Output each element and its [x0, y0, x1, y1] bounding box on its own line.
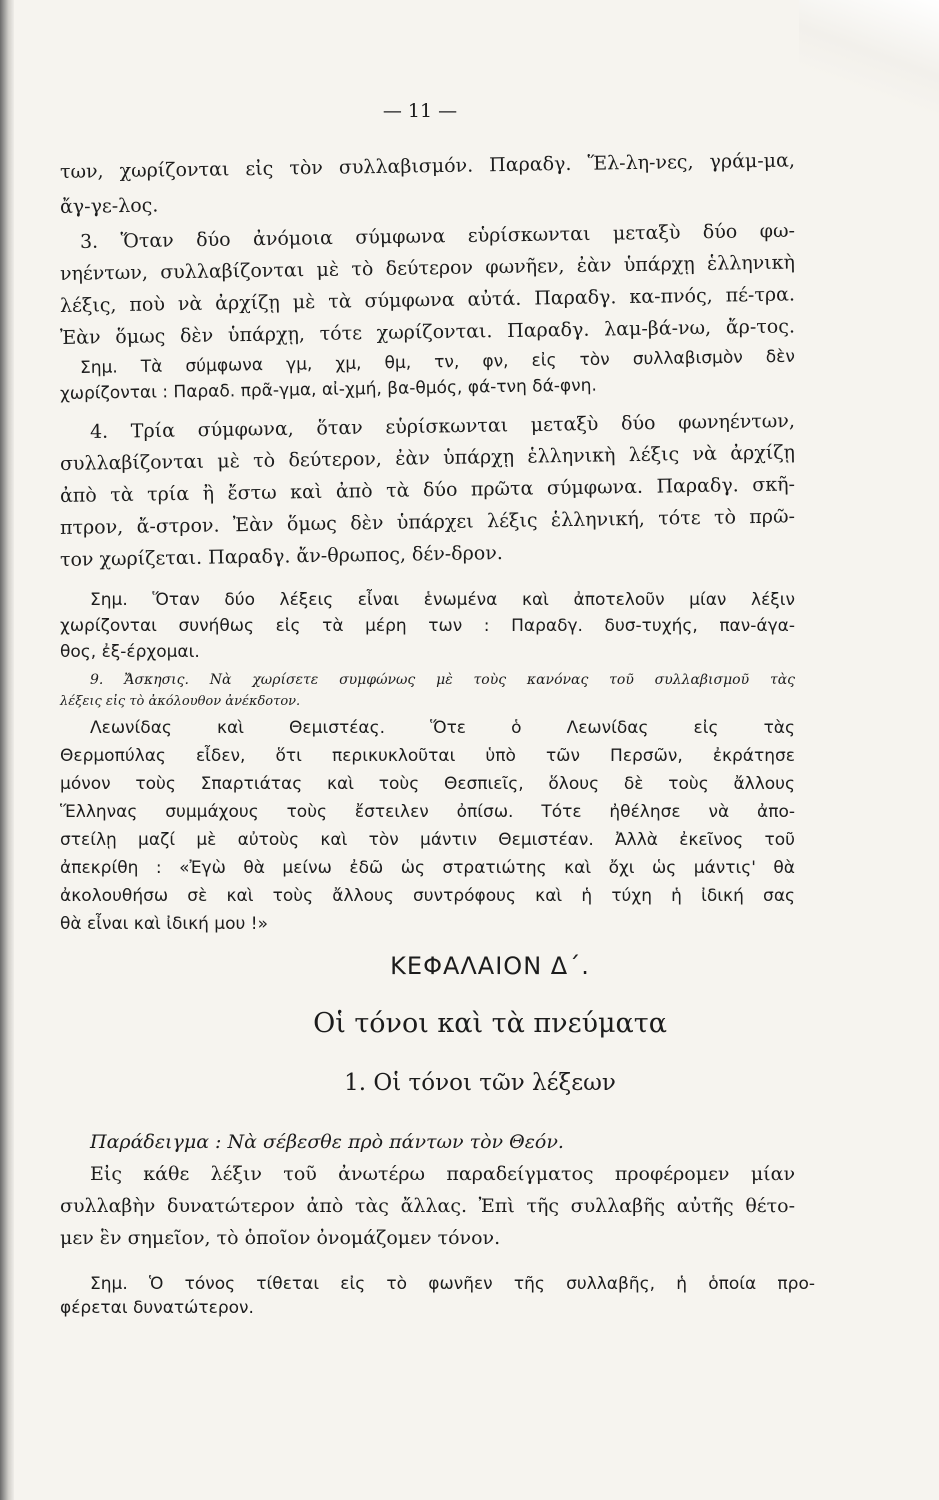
story-line: ἀπεκρίθη : «Ἐγὼ θὰ μείνω ἐδῶ ὡς στρατιώτης καὶ ὄχι ὡς μάντις' θὰ — [60, 858, 795, 878]
text-line: ἀπὸ τὰ τρία ἢ ἔστω καὶ ἀπὸ τὰ δύο πρῶτα σύμφωνα. Παραδγ. σκῆ- — [59, 473, 796, 507]
note-line: θος, ἐξ-έρχομαι. — [60, 642, 200, 662]
note-line: Σημ. Ὅταν δύο λέξεις εἶναι ἑνωμένα καὶ ἀποτελοῦν μίαν λέξιν — [90, 590, 795, 610]
note-line: Σημ. Τὰ σύμφωνα γμ, χμ, θμ, τν, φν, εἰς τὸν συλλαβισμὸν δὲν — [79, 346, 796, 378]
exercise-line: 9. Ἄσκησις. Νὰ χωρίσετε συμφώνως μὲ τοὺς κανόνας τοῦ συλλαβισμοῦ τὰς — [90, 672, 795, 688]
story-line: μόνον τοὺς Σπαρτιάτας καὶ τοὺς Θεσπιεῖς, ὅλους δὲ τοὺς ἄλλους — [60, 774, 795, 794]
subsection-title: 1. Οἱ τόνοι τῶν λέξεων — [344, 1070, 616, 1096]
section-title: Οἱ τόνοι καὶ τὰ πνεύματα — [313, 1008, 667, 1039]
text-line: λέξις, ποὺ νὰ ἀρχίζῃ μὲ τὰ σύμφωνα αὐτά. Παραδγ. κα-πνός, πέ-τρα. — [59, 283, 796, 317]
note-line: χωρίζονται : Παραδ. πρᾶ-γμα, αἰ-χμή, βα-θμός, φά-τνη δά-φνη. — [59, 375, 598, 404]
text-line: πτρον, ἄ-στρον. Ἐὰν ὅμως δὲν ὑπάρχει λέξις ἑλληνική, τότε τὸ πρῶ- — [59, 505, 796, 539]
exercise-line: λέξεις εἰς τὸ ἀκόλουθον ἀνέκδοτον. — [60, 694, 301, 709]
text-line: των, χωρίζονται εἰς τὸν συλλαβισμόν. Παραδγ. Ἕλ-λη-νες, γράμ-μα, — [59, 149, 796, 183]
note-line: χωρίζονται συνήθως εἰς τὰ μέρη των : Παραδγ. δυσ-τυχής, παν-άγα- — [60, 616, 795, 636]
story-line: Λεωνίδας καὶ Θεμιστέας. Ὅτε ὁ Λεωνίδας εἰς τὰς — [90, 718, 795, 738]
note-line: φέρεται δυνατώτερον. — [60, 1298, 254, 1318]
text-line: συλλαβίζονται μὲ τὸ δεύτερον, ἐὰν ὑπάρχῃ ἑλληνικὴ λέξις νὰ ἀρχίζῃ — [59, 441, 796, 475]
story-line: Θερμοπύλας εἶδεν, ὅτι περικυκλοῦται ὑπὸ τῶν Περσῶν, ἐκράτησε — [60, 746, 795, 766]
text-line: νηέντων, συλλαβίζονται μὲ τὸ δεύτερον φωνῆεν, ἐὰν ὑπάρχῃ ἑλληνικὴ — [59, 251, 796, 285]
page-corner-fold — [799, 0, 939, 120]
page-number: — 11 — — [382, 100, 458, 122]
text-line: 4. Τρία σύμφωνα, ὅταν εὑρίσκωνται μεταξὺ δύο φωνηέντων, — [89, 409, 796, 443]
story-line: Ἕλληνας συμμάχους τοὺς ἔστειλεν ὀπίσω. Τότε ἠθέλησε νὰ ἀπο- — [60, 802, 795, 822]
text-line: συλλαβὴν δυνατώτερον ἀπὸ τὰς ἄλλας. Ἐπὶ τῆς συλλαβῆς αὐτῆς θέτο- — [60, 1195, 795, 1217]
text-line: τον χωρίζεται. Παραδγ. ἄν-θρωπος, δέν-δρον. — [59, 542, 504, 571]
example-line: Παράδειγμα : Νὰ σέβεσθε πρὸ πάντων τὸν Θεόν. — [90, 1131, 564, 1153]
text-line: μεν ἓν σημεῖον, τὸ ὁποῖον ὀνομάζομεν τόνον. — [60, 1227, 501, 1249]
note-line: Σημ. Ὁ τόνος τίθεται εἰς τὸ φωνῆεν τῆς συλλαβῆς, ἡ ὁποία προ- — [90, 1274, 815, 1294]
chapter-heading: ΚΕΦΑΛΑΙΟΝ Δ΄. — [390, 952, 590, 980]
text-line: ἄγ-γε-λος. — [59, 194, 159, 218]
text-line: 3. Ὅταν δύο ἀνόμοια σύμφωνα εὑρίσκωνται μεταξὺ δύο φω- — [79, 219, 796, 253]
text-line: Εἰς κάθε λέξιν τοῦ ἀνωτέρω παραδείγματος προφέρομεν μίαν — [90, 1163, 795, 1185]
text-line: Ἐὰν ὅμως δὲν ὑπάρχῃ, τότε χωρίζονται. Παραδγ. λαμ-βά-νω, ἄρ-τος. — [59, 315, 796, 349]
story-line: θὰ εἶναι καὶ ἰδική μου !» — [60, 914, 268, 934]
book-spine-shadow — [0, 0, 14, 1500]
story-line: ἀκολουθήσω σὲ καὶ τοὺς ἄλλους συντρόφους καὶ ἡ τύχη ἡ ἰδική σας — [60, 886, 795, 906]
story-line: στείλῃ μαζί μὲ αὐτοὺς καὶ τὸν μάντιν Θεμιστέαν. Ἀλλὰ ἐκεῖνος τοῦ — [60, 830, 795, 850]
